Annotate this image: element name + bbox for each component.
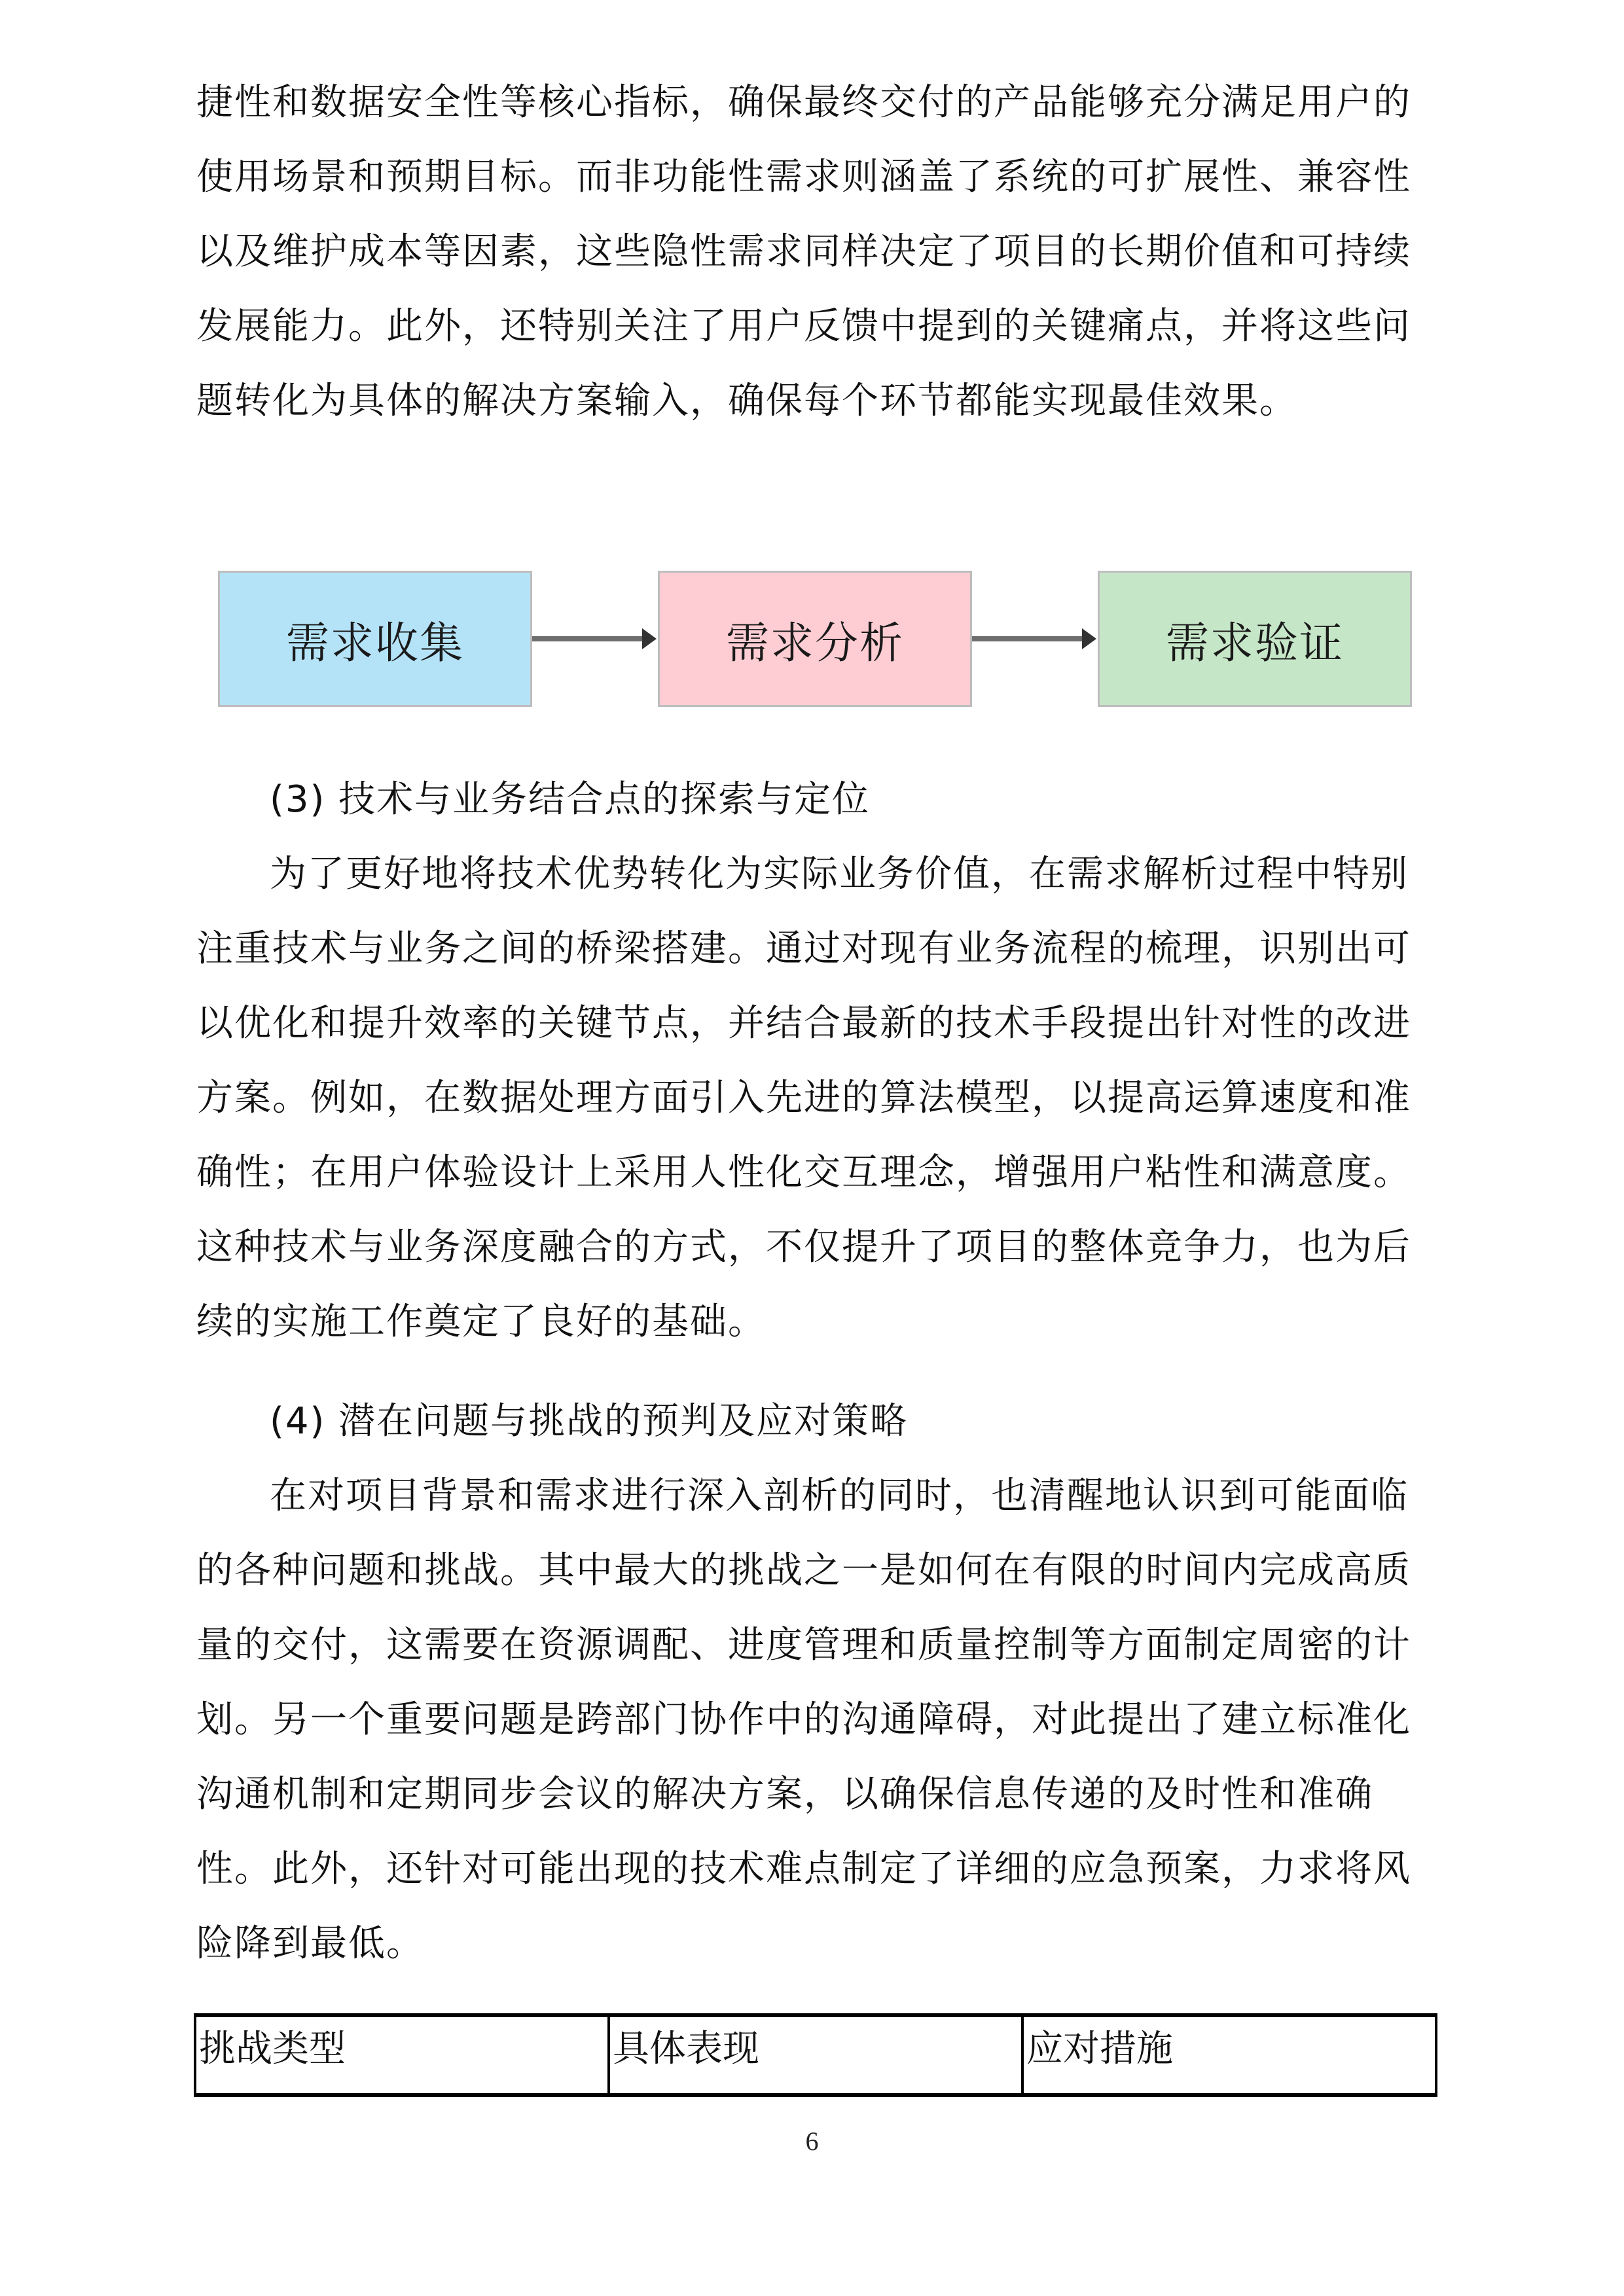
text-line: 划。另一个重要问题是跨部门协作中的沟通障碍，对此提出了建立标准化: [196, 1698, 1411, 1741]
text-line: 方案。例如，在数据处理方面引入先进的算法模型，以提高运算速度和准: [196, 1077, 1411, 1119]
text-line: 发展能力。此外，还特别关注了用户反馈中提到的关键痛点，并将这些问: [196, 305, 1411, 348]
paragraph: [196, 65, 1427, 439]
section-heading: (3) 技术与业务结合点的探索与定位: [270, 778, 871, 821]
table-header-cell: 具体表现: [609, 2015, 1022, 2095]
section-4: [196, 1384, 1427, 1981]
requirements-flow-diagram: [218, 571, 1416, 708]
arrow-shaft: [532, 636, 643, 641]
text-line: 为了更好地将技术优势转化为实际业务价值，在需求解析过程中特别: [270, 853, 1409, 895]
text-line: 的各种问题和挑战。其中最大的挑战之一是如何在有限的时间内完成高质: [196, 1549, 1411, 1592]
text-line: 沟通机制和定期同步会议的解决方案，以确保信息传递的及时性和准确: [196, 1773, 1373, 1816]
arrow-right-icon: [972, 631, 1096, 647]
text-line: 确性；在用户体验设计上采用人性化交互理念，增强用户粘性和满意度。: [196, 1151, 1411, 1194]
flow-box-verify: 需求验证: [1098, 571, 1412, 707]
section-3: [196, 762, 1427, 1359]
page-number: 6: [805, 2126, 819, 2156]
text-line: 性。此外，还针对可能出现的技术难点制定了详细的应急预案，力求将风: [196, 1848, 1411, 1890]
text-line: 以及维护成本等因素，这些隐性需求同样决定了项目的长期价值和可持续: [196, 230, 1411, 273]
text-line: 使用场景和预期目标。而非功能性需求则涵盖了系统的可扩展性、兼容性: [196, 156, 1411, 198]
text-line: 险降到最低。: [196, 1922, 424, 1965]
table-header-cell: 挑战类型: [195, 2015, 609, 2095]
section-heading: (4) 潜在问题与挑战的预判及应对策略: [270, 1400, 909, 1443]
paragraph: [196, 837, 1427, 1359]
arrow-right-icon: [532, 631, 657, 647]
flow-box-analyze: 需求分析: [658, 571, 972, 707]
challenges-table: [194, 2013, 1437, 2097]
flow-box-collect: 需求收集: [218, 571, 532, 707]
text-line: 注重技术与业务之间的桥梁搭建。通过对现有业务流程的梳理，识别出可: [196, 927, 1411, 970]
text-line: 这种技术与业务深度融合的方式，不仅提升了项目的整体竞争力，也为后: [196, 1226, 1411, 1268]
table-header-row: [195, 2015, 1436, 2095]
text-line: 量的交付，这需要在资源调配、进度管理和质量控制等方面制定周密的计: [196, 1624, 1411, 1666]
paragraph: [196, 1459, 1427, 1981]
paragraph-continuation: [196, 65, 1427, 439]
arrow-shaft: [972, 636, 1083, 641]
arrow-head: [642, 628, 657, 649]
text-line: 以优化和提升效率的关键节点，并结合最新的技术手段提出针对性的改进: [196, 1002, 1411, 1045]
arrow-head: [1082, 628, 1096, 649]
text-line: 续的实施工作奠定了良好的基础。: [196, 1300, 766, 1343]
table-header-cell: 应对措施: [1022, 2015, 1436, 2095]
text-line: 题转化为具体的解决方案输入，确保每个环节都能实现最佳效果。: [196, 380, 1297, 422]
text-line: 在对项目背景和需求进行深入剖析的同时，也清醒地认识到可能面临: [270, 1475, 1409, 1517]
text-line: 捷性和数据安全性等核心指标，确保最终交付的产品能够充分满足用户的: [196, 81, 1411, 124]
